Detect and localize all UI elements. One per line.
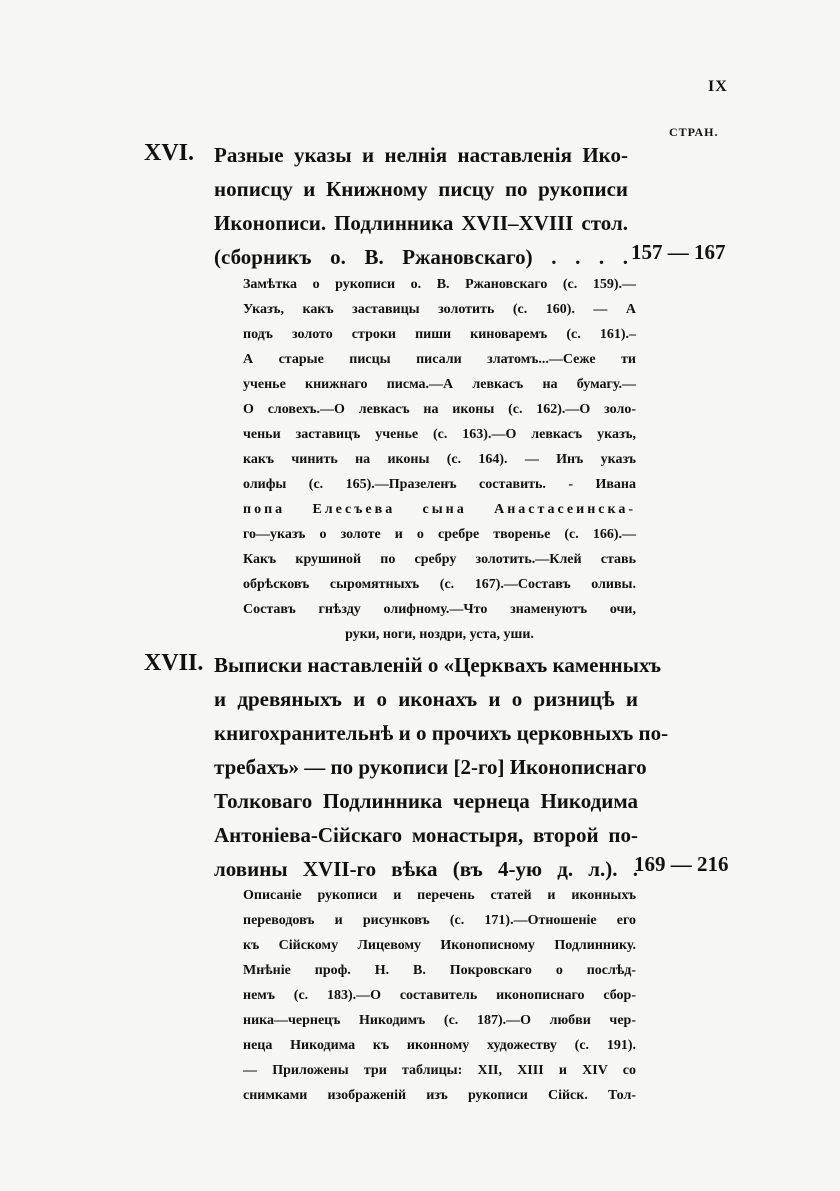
page-range: 169 — 216 xyxy=(634,852,729,876)
note-line: подъ золото строки пиши киноваремъ (с. 161).– xyxy=(243,327,636,342)
section-title-line: Разные указы и нелнія наставленія Ико- xyxy=(214,143,628,167)
note-line: А старые писцы писали златомъ...—Сеже ти xyxy=(243,352,636,367)
section-title-line: ловины XVII-го вѣка (въ 4-ую д. л.). . xyxy=(214,857,638,881)
note-line: Описаніе рукописи и перечень статей и иконныхъ xyxy=(243,888,636,903)
section-number: XVII. xyxy=(144,650,204,676)
note-line: Указъ, какъ заставицы золотить (с. 160). — А xyxy=(243,302,636,317)
note-line: Составъ гнѣзду олифному.—Что знаменуютъ очи, xyxy=(243,602,636,617)
note-line: ника—чернецъ Никодимъ (с. 187).—О любви чер- xyxy=(243,1013,636,1028)
note-line: го—указъ о золоте и о сребре твореньe (с. 166).— xyxy=(243,527,636,542)
note-line: ченьи заставицъ ученье (с. 163).—О левкасъ указъ, xyxy=(243,427,636,442)
note-line: Замѣтка о рукописи о. В. Ржановскаго (с. 159).— xyxy=(243,277,636,292)
note-line: попа Елесъева сына Анастасеинска- xyxy=(243,502,636,517)
section-title-line: Иконописи. Подлинника XVII–XVIII стол. xyxy=(214,211,628,235)
page-range: 157 — 167 xyxy=(631,240,726,264)
note-line: Какъ крушиной по сребру золотить.—Клей ставь xyxy=(243,552,636,567)
section-number: XVI. xyxy=(144,140,195,166)
note-line: обрѣсковъ сыромятныхъ (с. 167).—Составъ оливы. xyxy=(243,577,636,592)
note-line: Мнѣніе проф. Н. В. Покровскаго о послѣд- xyxy=(243,963,636,978)
section-title-line: нописцу и Книжному писцу по рукописи xyxy=(214,177,628,201)
note-line: къ Сійскому Лицевому Иконописному Подлиннику. xyxy=(243,938,636,953)
note-line: неца Никодима къ иконному художеству (с. 191). xyxy=(243,1038,636,1053)
note-line: немъ (с. 183).—О составитель иконописнаго сбор- xyxy=(243,988,636,1003)
section-title-line: Толковаго Подлинника чернеца Никодима xyxy=(214,789,638,813)
section-title-line: (сборникъ о. В. Ржановскаго) . . . . xyxy=(214,245,628,269)
section-title-line: требахъ» — по рукописи [2-го] Иконописнаго xyxy=(214,755,647,779)
section-title-line: книгохранительнѣ и о прочихъ церковныхъ по- xyxy=(214,721,669,745)
note-line: какъ чинить на иконы (с. 164). — Инъ указъ xyxy=(243,452,636,467)
section-title-line: Выписки наставленій о «Церквахъ каменныхъ xyxy=(214,653,661,677)
note-line: переводовъ и рисунковъ (с. 171).—Отношеніе его xyxy=(243,913,636,928)
note-line: — Приложены три таблицы: XII, XIII и XIV со xyxy=(243,1063,636,1078)
page-number: IX xyxy=(708,78,728,95)
page-column-label: СТРАН. xyxy=(669,125,719,139)
note-line: олифы (с. 165).—Празеленъ составить. - Ивана xyxy=(243,477,636,492)
section-title-line: Антоніева-Сійскаго монастыря, второй по- xyxy=(214,823,638,847)
note-line: О словехъ.—О левкасъ на иконы (с. 162).—О золо- xyxy=(243,402,636,417)
note-line: снимками изображеній изъ рукописи Сійск. Тол- xyxy=(243,1088,636,1103)
section-title-line: и древяныхъ и о иконахъ и о ризницѣ и xyxy=(214,687,638,711)
note-line: руки, ноги, ноздри, уста, уши. xyxy=(345,627,534,642)
note-line: ученье книжнаго писма.—А левкасъ на бумагу.— xyxy=(243,377,636,392)
